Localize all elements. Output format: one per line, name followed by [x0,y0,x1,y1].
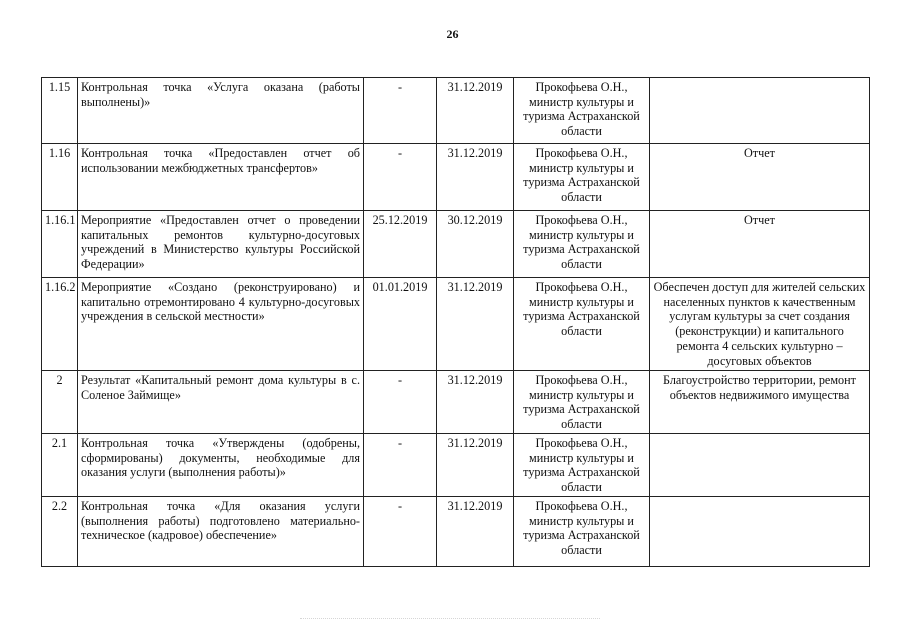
row-name: Контрольная точка «Утверждены (одобрены, сформированы) документы, необходимые для оказания услуги (выполнения работы)» [78,434,364,497]
table-row [42,371,870,434]
row-start-date: - [364,371,437,434]
row-end-date: 31.12.2019 [437,497,514,567]
plan-table [41,77,870,567]
row-start-date: 01.01.2019 [364,278,437,371]
page-number: 26 [446,27,459,41]
row-result: Отчет [650,144,870,211]
row-name: Мероприятие «Создано (реконструировано) и капитально отремонтировано 4 культурно-досуговых учреждения в сельской местности» [78,278,364,371]
row-number: 1.16.1 [42,211,78,278]
row-name: Контрольная точка «Предоставлен отчет об использовании межбюджетных трансфертов» [78,144,364,211]
row-end-date: 31.12.2019 [437,144,514,211]
row-start-date: - [364,144,437,211]
row-result: Благоустройство территории, ремонт объектов недвижимого имущества [650,371,870,434]
row-name: Контрольная точка «Услуга оказана (работы выполнены)» [78,78,364,144]
row-end-date: 31.12.2019 [437,371,514,434]
row-responsible: Прокофьева О.Н., министр культуры и туризма Астраханской области [514,78,650,144]
row-end-date: 31.12.2019 [437,78,514,144]
table-row [42,434,870,497]
row-responsible: Прокофьева О.Н., министр культуры и туризма Астраханской области [514,211,650,278]
table-row [42,78,870,144]
row-number: 1.16.2 [42,278,78,371]
row-end-date: 31.12.2019 [437,278,514,371]
row-number: 2.2 [42,497,78,567]
row-number: 1.15 [42,78,78,144]
row-result [650,78,870,144]
row-start-date: - [364,497,437,567]
row-number: 2.1 [42,434,78,497]
table-row [42,211,870,278]
row-start-date: - [364,434,437,497]
row-end-date: 30.12.2019 [437,211,514,278]
row-number: 2 [42,371,78,434]
row-name: Контрольная точка «Для оказания услуги (выполнения работы) подготовлено материально-техническое (кадровое) обеспечение» [78,497,364,567]
row-name: Результат «Капитальный ремонт дома культуры в с. Соленое Займище» [78,371,364,434]
table-row [42,497,870,567]
row-start-date: - [364,78,437,144]
table-row [42,278,870,371]
row-responsible: Прокофьева О.Н., министр культуры и туризма Астраханской области [514,371,650,434]
row-result [650,497,870,567]
row-responsible: Прокофьева О.Н., министр культуры и туризма Астраханской области [514,497,650,567]
row-end-date: 31.12.2019 [437,434,514,497]
row-responsible: Прокофьева О.Н., министр культуры и туризма Астраханской области [514,144,650,211]
table-row [42,144,870,211]
row-result [650,434,870,497]
row-start-date: 25.12.2019 [364,211,437,278]
row-result: Обеспечен доступ для жителей сельских населенных пунктов к качественным услугам культуры за счет создания (реконструкции) и капитального ремонта 4 сельских культурно – досуговых объектов [650,278,870,371]
row-number: 1.16 [42,144,78,211]
row-result: Отчет [650,211,870,278]
footer-scan-artifact [300,618,600,621]
row-responsible: Прокофьева О.Н., министр культуры и туризма Астраханской области [514,278,650,371]
row-responsible: Прокофьева О.Н., министр культуры и туризма Астраханской области [514,434,650,497]
row-name: Мероприятие «Предоставлен отчет о проведении капитальных ремонтов культурно-досуговых учреждений в Министерство культуры Российской Федерации» [78,211,364,278]
